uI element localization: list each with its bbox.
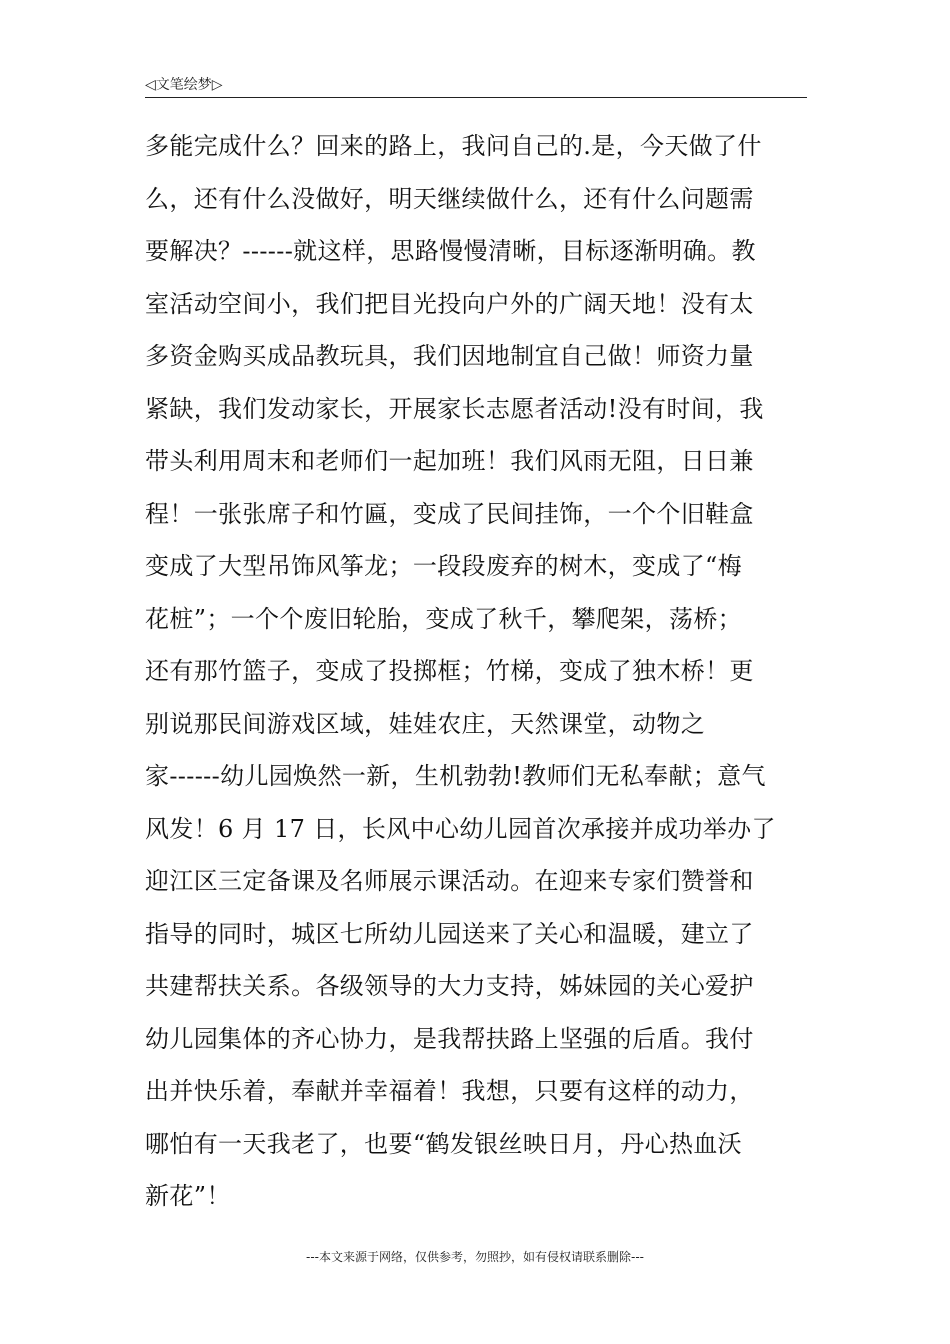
text-line: 别说那民间游戏区域，娃娃农庄，天然课堂，动物之	[145, 709, 706, 738]
document-body	[145, 126, 810, 1229]
text-line: 家------幼儿园焕然一新，生机勃勃!教师们无私奉献；意气	[145, 762, 766, 790]
text-line: 么，还有什么没做好，明天继续做什么，还有什么问题需	[145, 184, 754, 213]
text-line: 带头利用周末和老师们一起加班！我们风雨无阻，日日兼	[145, 447, 754, 475]
text-line: 室活动空间小，我们把目光投向户外的广阔天地！没有太	[145, 289, 754, 318]
text-line: 还有那竹篮子，变成了投掷框；竹梯，变成了独木桥！更	[145, 657, 754, 685]
text-line: 程！一张张席子和竹匾，变成了民间挂饰，一个个旧鞋盒	[145, 499, 754, 528]
text-line: 迎江区三定备课及名师展示课活动。在迎来专家们赞誉和	[145, 867, 754, 895]
text-line: 花桩”；一个个废旧轮胎，变成了秋千，攀爬架，荡桥；	[145, 604, 743, 633]
page-footer: ---本文来源于网络，仅供参考，勿照抄，如有侵权请联系删除---	[306, 1250, 644, 1264]
text-line: 风发！6 月 17 日，长风中心幼儿园首次承接并成功举办了	[145, 814, 776, 843]
text-line: 变成了大型吊饰风筝龙；一段段废弃的树木，变成了“梅	[145, 552, 743, 580]
text-line: 多资金购买成品教玩具，我们因地制宜自己做！师资力量	[145, 342, 754, 370]
page-header: ◁文笔绘梦▷	[145, 77, 223, 93]
text-line: 要解决？------就这样，思路慢慢清晰，目标逐渐明确。教	[145, 237, 756, 265]
text-line: 紧缺，我们发动家长，开展家长志愿者活动!没有时间，我	[145, 394, 764, 423]
text-line: 指导的同时，城区七所幼儿园送来了关心和温暖，建立了	[145, 919, 754, 948]
text-line: 新花”！	[145, 1182, 231, 1210]
text-line: 哪怕有一天我老了，也要“鹤发银丝映日月，丹心热血沃	[145, 1129, 743, 1158]
text-line: 出并快乐着，奉献并幸福着！我想，只要有这样的动力，	[145, 1077, 754, 1105]
text-line: 幼儿园集体的齐心协力，是我帮扶路上坚强的后盾。我付	[145, 1024, 754, 1053]
header-divider	[145, 97, 807, 98]
text-line: 多能完成什么？回来的路上，我问自己的.是，今天做了什	[145, 132, 762, 160]
text-line: 共建帮扶关系。各级领导的大力支持，姊妹园的关心爱护	[145, 972, 754, 1000]
